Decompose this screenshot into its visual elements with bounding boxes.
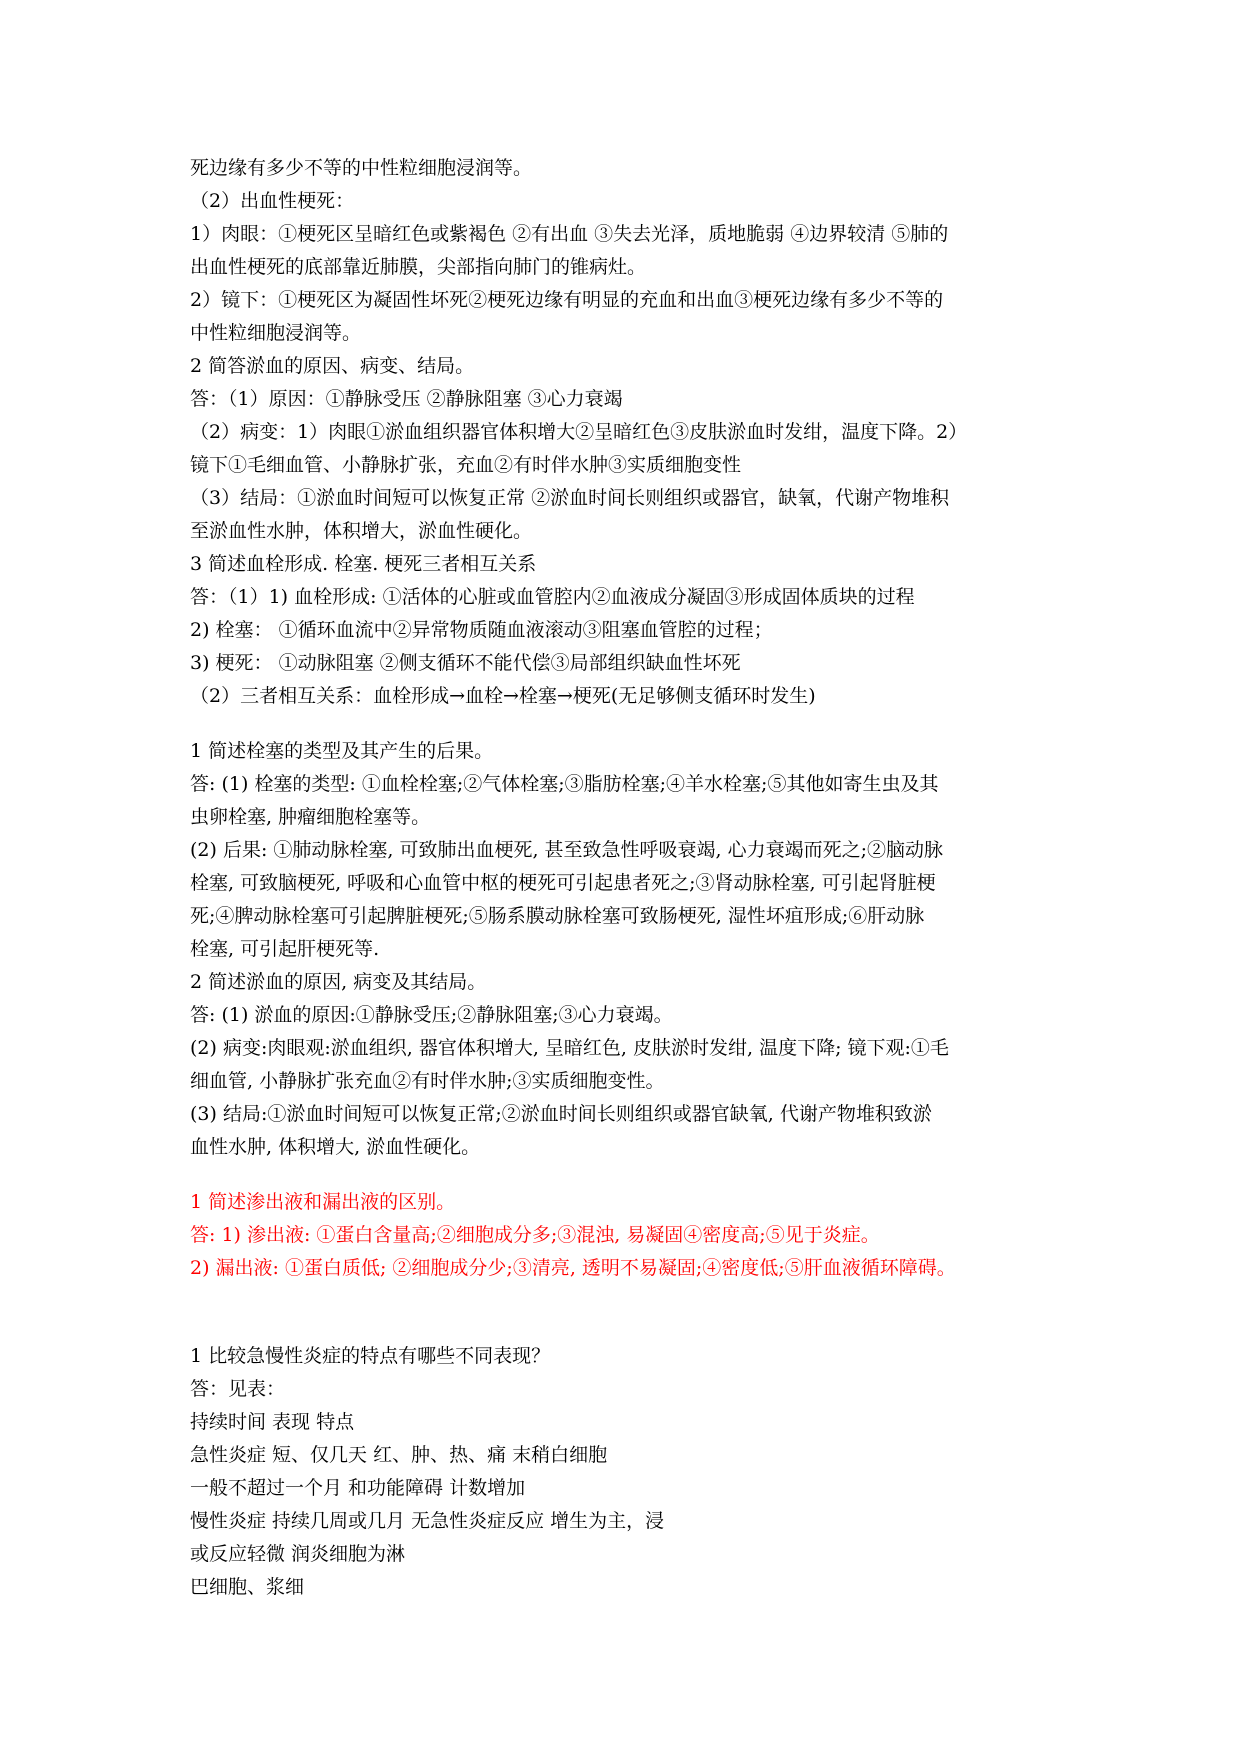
text-line: (3) 结局:①淤血时间短可以恢复正常;②淤血时间长则组织或器官缺氧, 代谢产物堆积致淤	[190, 1103, 932, 1125]
question-heading: 2 简述淤血的原因, 病变及其结局。	[190, 971, 487, 993]
text-line: 2) 栓塞： ①循环血流中②异常物质随血液滚动③阻塞血管腔的过程；	[190, 619, 773, 641]
text-line: 血性水肿, 体积增大, 淤血性硬化。	[190, 1136, 481, 1158]
question-heading: 1 比较急慢性炎症的特点有哪些不同表现？	[190, 1345, 551, 1367]
table-row-line: 急性炎症 短、仅几天 红、肿、热、痛 末稍白细胞	[190, 1444, 608, 1466]
text-line: 至淤血性水肿，体积增大，淤血性硬化。	[190, 520, 533, 542]
text-line: （2）三者相互关系：血栓形成→血栓→栓塞→梗死(无足够侧支循环时发生)	[190, 685, 816, 707]
text-line: （2）出血性梗死：	[190, 190, 355, 212]
text-line: (2) 后果: ①肺动脉栓塞, 可致肺出血梗死, 甚至致急性呼吸衰竭, 心力衰竭而死之;②脑动脉	[190, 839, 944, 861]
text-line-highlighted: 2) 漏出液: ①蛋白质低; ②细胞成分少;③清亮, 透明不易凝固;④密度低;⑤肝血液循环障碍。	[190, 1257, 956, 1279]
text-line-highlighted: 答: 1) 渗出液: ①蛋白含量高;②细胞成分多;③混浊, 易凝固④密度高;⑤见于炎症。	[190, 1224, 880, 1246]
text-line: 细血管, 小静脉扩张充血②有时伴水肿;③实质细胞变性。	[190, 1070, 665, 1092]
paragraph-spacer	[190, 1164, 1090, 1186]
text-line: 答: (1) 栓塞的类型: ①血栓栓塞;②气体栓塞;③脂肪栓塞;④羊水栓塞;⑤其他如寄生虫及其	[190, 773, 939, 795]
text-line: 3) 梗死： ①动脉阻塞 ②侧支循环不能代偿③局部组织缺血性坏死	[190, 652, 741, 674]
text-line: 死边缘有多少不等的中性粒细胞浸润等。	[190, 157, 533, 179]
text-line: 镜下①毛细血管、小静脉扩张，充血②有时伴水肿③实质细胞变性	[190, 454, 742, 476]
text-line: （2）病变：1）肉眼①淤血组织器官体积增大②呈暗红色③皮肤淤血时发绀，温度下降。2）	[190, 421, 968, 443]
text-line: 中性粒细胞浸润等。	[190, 322, 362, 344]
text-line: 答：见表：	[190, 1378, 286, 1400]
section-exudate-transudate	[190, 1186, 1090, 1285]
section-acute-chronic-inflammation	[190, 1340, 1090, 1604]
question-heading: 3 简述血栓形成. 栓塞. 梗死三者相互关系	[190, 553, 537, 575]
text-line: 出血性梗死的底部靠近肺膜，尖部指向肺门的锥病灶。	[190, 256, 647, 278]
section-infarction-congestion-thrombosis	[190, 152, 1090, 713]
table-row-line: 一般不超过一个月 和功能障碍 计数增加	[190, 1477, 526, 1499]
text-line: (2) 病变:肉眼观:淤血组织, 器官体积增大, 呈暗红色, 皮肤淤时发绀, 温度下降; 镜下观:①毛	[190, 1037, 949, 1059]
text-line: 答：（1）原因：①静脉受压 ②静脉阻塞 ③心力衰竭	[190, 388, 623, 410]
table-row-line: 巴细胞、浆细	[190, 1576, 305, 1598]
text-line: 答: (1) 淤血的原因:①静脉受压;②静脉阻塞;③心力衰竭。	[190, 1004, 673, 1026]
table-row-line: 慢性炎症 持续几周或几月 无急性炎症反应 增生为主，浸	[190, 1510, 665, 1532]
question-heading: 2 简答淤血的原因、病变、结局。	[190, 355, 475, 377]
question-heading: 1 简述栓塞的类型及其产生的后果。	[190, 740, 494, 762]
paragraph-spacer	[190, 1285, 1090, 1340]
question-heading-highlighted: 1 简述渗出液和漏出液的区别。	[190, 1191, 456, 1213]
section-embolism-congestion	[190, 735, 1090, 1164]
text-line: （3）结局：①淤血时间短可以恢复正常 ②淤血时间长则组织或器官，缺氧，代谢产物堆积	[190, 487, 950, 509]
document-page	[190, 152, 1090, 1604]
text-line: 答：（1）1) 血栓形成: ①活体的心脏或血管腔内②血液成分凝固③形成固体质块的过程	[190, 586, 915, 608]
text-line: 栓塞, 可致脑梗死, 呼吸和心血管中枢的梗死可引起患者死之;③肾动脉栓塞, 可引起肾脏梗	[190, 872, 936, 894]
text-line: 栓塞, 可引起肝梗死等.	[190, 938, 380, 960]
text-line: 死;④脾动脉栓塞可引起脾脏梗死;⑤肠系膜动脉栓塞可致肠梗死, 湿性坏疽形成;⑥肝动脉	[190, 905, 925, 927]
paragraph-spacer	[190, 713, 1090, 735]
table-row-line: 或反应轻微 润炎细胞为淋	[190, 1543, 406, 1565]
text-line: 2）镜下：①梗死区为凝固性坏死②梗死边缘有明显的充血和出血③梗死边缘有多少不等的	[190, 289, 944, 311]
text-line: 1）肉眼：①梗死区呈暗红色或紫褐色 ②有出血 ③失去光泽，质地脆弱 ④边界较清 ⑤肺的	[190, 223, 949, 245]
table-header-line: 持续时间 表现 特点	[190, 1411, 355, 1433]
text-line: 虫卵栓塞, 肿瘤细胞栓塞等。	[190, 806, 431, 828]
